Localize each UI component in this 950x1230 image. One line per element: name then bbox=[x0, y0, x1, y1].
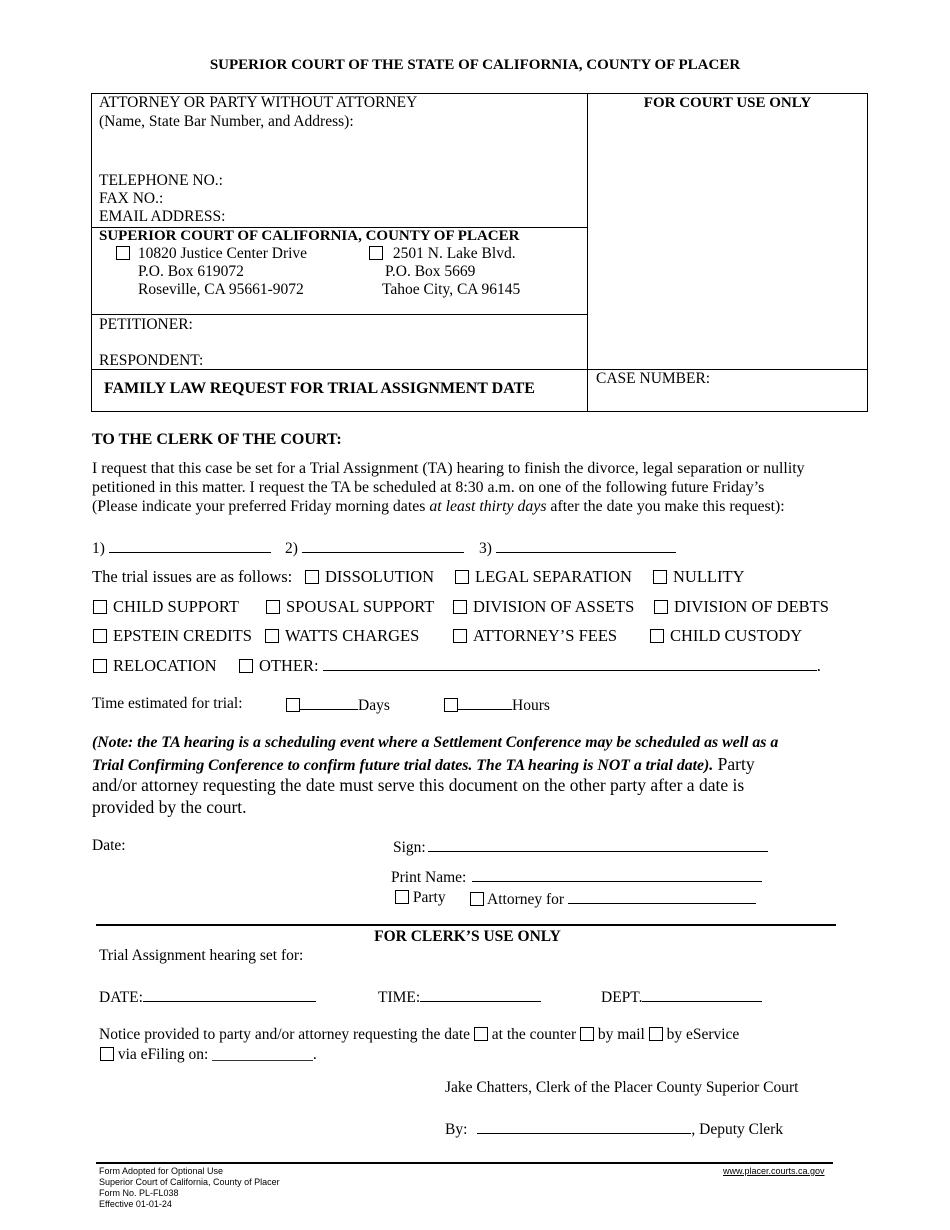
court-use-label: FOR COURT USE ONLY bbox=[643, 95, 812, 111]
request-line-2: petitioned in this matter. I request the TA be scheduled at 8:30 a.m. on one of the following future Friday’s bbox=[92, 479, 765, 496]
epstein-checkbox[interactable] bbox=[93, 629, 107, 643]
date-label: Date: bbox=[92, 837, 126, 854]
legal-separation-checkbox[interactable] bbox=[455, 570, 469, 584]
court-title: SUPERIOR COURT OF THE STATE OF CALIFORNIA, COUNTY OF PLACER bbox=[209, 57, 741, 73]
issue-division-debts[interactable]: DIVISION OF DEBTS bbox=[654, 597, 829, 617]
footer-line-4: Effective 01-01-24 bbox=[99, 1199, 172, 1209]
footer-website-link[interactable]: www.placer.courts.ca.gov bbox=[723, 1166, 825, 1176]
attorney-for-checkbox[interactable] bbox=[470, 892, 484, 906]
child-custody-checkbox[interactable] bbox=[650, 629, 664, 643]
clerk-dept-field[interactable] bbox=[642, 987, 762, 1002]
deputy-field[interactable] bbox=[477, 1119, 691, 1134]
other-field[interactable] bbox=[323, 656, 817, 671]
form-title: FAMILY LAW REQUEST FOR TRIAL ASSIGNMENT DATE bbox=[104, 380, 535, 397]
respondent-label: RESPONDENT: bbox=[99, 352, 204, 369]
date-3-field[interactable] bbox=[496, 538, 676, 553]
sign-row[interactable]: Sign: bbox=[393, 837, 768, 857]
party-checkbox[interactable] bbox=[395, 890, 409, 904]
relocation-checkbox[interactable] bbox=[93, 659, 107, 673]
roseville-checkbox[interactable] bbox=[116, 246, 130, 260]
issue-child-support[interactable]: CHILD SUPPORT bbox=[93, 597, 239, 617]
notice-row: Notice provided to party and/or attorney requesting the date at the counter by mail by eService bbox=[99, 1026, 740, 1043]
mail-checkbox[interactable] bbox=[580, 1027, 594, 1041]
clerk-time-row[interactable]: TIME: bbox=[378, 987, 541, 1007]
counter-checkbox[interactable] bbox=[474, 1027, 488, 1041]
issue-nullity[interactable]: NULLITY bbox=[653, 567, 744, 587]
tahoe-checkbox[interactable] bbox=[369, 246, 383, 260]
fax-label: FAX NO.: bbox=[99, 190, 164, 207]
attorney-for-field[interactable] bbox=[568, 889, 756, 904]
footer-line-3: Form No. PL-FL038 bbox=[99, 1188, 179, 1198]
child-support-checkbox[interactable] bbox=[93, 600, 107, 614]
hearing-set-label: Trial Assignment hearing set for: bbox=[99, 947, 304, 964]
nullity-checkbox[interactable] bbox=[653, 570, 667, 584]
date-option-2[interactable]: 2) bbox=[285, 538, 464, 558]
telephone-label: TELEPHONE NO.: bbox=[99, 172, 223, 189]
date-option-3[interactable]: 3) bbox=[479, 538, 676, 558]
print-name-field[interactable] bbox=[472, 867, 762, 882]
hours-checkbox[interactable] bbox=[444, 698, 458, 712]
issue-other[interactable]: OTHER: . bbox=[239, 656, 821, 676]
issue-dissolution[interactable]: DISSOLUTION bbox=[305, 567, 434, 587]
clerk-date-row[interactable]: DATE: bbox=[99, 987, 316, 1007]
issue-relocation[interactable]: RELOCATION bbox=[93, 656, 217, 676]
request-line-1: I request that this case be set for a Trial Assignment (TA) hearing to finish the divorce, legal separation or nullity bbox=[92, 460, 805, 477]
to-clerk-heading: TO THE CLERK OF THE COURT: bbox=[92, 431, 342, 448]
clerk-dept-row[interactable]: DEPT. bbox=[601, 987, 762, 1007]
date-2-field[interactable] bbox=[302, 538, 464, 553]
clerk-date-field[interactable] bbox=[143, 987, 316, 1002]
signature-field[interactable] bbox=[428, 837, 768, 852]
location-roseville[interactable]: 10820 Justice Center Drive bbox=[116, 245, 307, 263]
tahoe-pobox: P.O. Box 5669 bbox=[385, 263, 476, 280]
email-label: EMAIL ADDRESS: bbox=[99, 208, 226, 225]
print-name-row[interactable]: Print Name: bbox=[391, 867, 762, 887]
issue-epstein[interactable]: EPSTEIN CREDITS bbox=[93, 626, 252, 646]
note-line-1: (Note: the TA hearing is a scheduling event where a Settlement Conference may be scheduled as well as a bbox=[92, 734, 779, 751]
time-estimate-label: Time estimated for trial: bbox=[92, 695, 243, 712]
note-line-2: Trial Confirming Conference to confirm future trial dates. The TA hearing is NOT a trial date). Party bbox=[92, 754, 755, 774]
watts-checkbox[interactable] bbox=[265, 629, 279, 643]
party-option[interactable]: Party bbox=[395, 889, 446, 907]
spousal-support-checkbox[interactable] bbox=[266, 600, 280, 614]
dissolution-checkbox[interactable] bbox=[305, 570, 319, 584]
issue-attorney-fees[interactable]: ATTORNEY’S FEES bbox=[453, 626, 617, 646]
note-line-3: and/or attorney requesting the date must serve this document on the other party after a date is bbox=[92, 775, 745, 795]
days-field[interactable]: Days bbox=[286, 695, 390, 715]
footer-line-2: Superior Court of California, County of Placer bbox=[99, 1177, 280, 1187]
attorney-for-option[interactable]: Attorney for bbox=[470, 889, 756, 909]
date-1-field[interactable] bbox=[109, 538, 271, 553]
tahoe-city: Tahoe City, CA 96145 bbox=[382, 281, 521, 298]
petitioner-label: PETITIONER: bbox=[99, 316, 193, 333]
clerk-heading: FOR CLERK’S USE ONLY bbox=[374, 928, 561, 945]
division-debts-checkbox[interactable] bbox=[654, 600, 668, 614]
issues-label: The trial issues are as follows: bbox=[92, 567, 293, 586]
hours-field[interactable]: Hours bbox=[444, 695, 550, 715]
issue-child-custody[interactable]: CHILD CUSTODY bbox=[650, 626, 802, 646]
clerk-time-field[interactable] bbox=[420, 987, 541, 1002]
attorney-label: ATTORNEY OR PARTY WITHOUT ATTORNEY bbox=[99, 94, 418, 111]
issue-division-assets[interactable]: DIVISION OF ASSETS bbox=[453, 597, 634, 617]
division-assets-checkbox[interactable] bbox=[453, 600, 467, 614]
days-checkbox[interactable] bbox=[286, 698, 300, 712]
efiling-checkbox[interactable] bbox=[100, 1047, 114, 1061]
footer-line-1: Form Adopted for Optional Use bbox=[99, 1166, 224, 1176]
issue-watts[interactable]: WATTS CHARGES bbox=[265, 626, 419, 646]
issue-legal-separation[interactable]: LEGAL SEPARATION bbox=[455, 567, 632, 587]
other-checkbox[interactable] bbox=[239, 659, 253, 673]
note-line-4: provided by the court. bbox=[92, 797, 247, 817]
issue-spousal-support[interactable]: SPOUSAL SUPPORT bbox=[266, 597, 434, 617]
deputy-row[interactable]: By: , Deputy Clerk bbox=[445, 1121, 784, 1138]
efiling-row[interactable]: via eFiling on: _____________. bbox=[100, 1046, 317, 1064]
request-line-3: (Please indicate your preferred Friday morning dates at least thirty days after the date you make this request): bbox=[92, 498, 785, 515]
roseville-pobox: P.O. Box 619072 bbox=[138, 263, 244, 280]
clerk-name: Jake Chatters, Clerk of the Placer County Superior Court bbox=[445, 1079, 799, 1096]
date-option-1[interactable]: 1) bbox=[92, 538, 271, 558]
roseville-city: Roseville, CA 95661-9072 bbox=[138, 281, 304, 298]
eservice-checkbox[interactable] bbox=[649, 1027, 663, 1041]
location-tahoe[interactable]: 2501 N. Lake Blvd. bbox=[369, 245, 516, 263]
case-number-label: CASE NUMBER: bbox=[596, 370, 711, 387]
attorney-sub: (Name, State Bar Number, and Address): bbox=[99, 113, 354, 130]
court-name: SUPERIOR COURT OF CALIFORNIA, COUNTY OF PLACER bbox=[99, 228, 520, 244]
attorney-fees-checkbox[interactable] bbox=[453, 629, 467, 643]
